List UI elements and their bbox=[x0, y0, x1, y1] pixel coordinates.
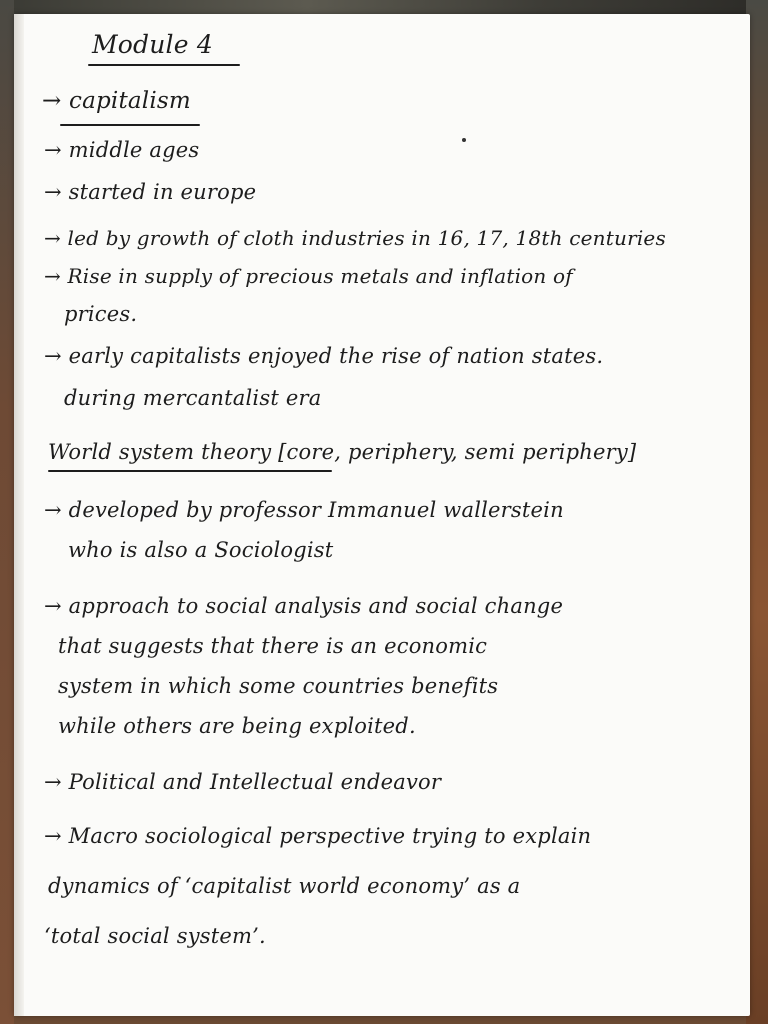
note-line: → developed by professor Immanuel wallerstein bbox=[44, 498, 564, 522]
note-line: that suggests that there is an economic bbox=[58, 634, 488, 658]
note-line: → early capitalists enjoyed the rise of nation states. bbox=[44, 344, 604, 368]
note-line: → Rise in supply of precious metals and inflation of bbox=[44, 264, 573, 288]
notebook-page bbox=[14, 14, 750, 1016]
note-line: during mercantalist era bbox=[64, 386, 322, 410]
page-binding-edge bbox=[14, 14, 24, 1016]
note-line: system in which some countries benefits bbox=[58, 674, 499, 698]
topic-heading: → capitalism bbox=[42, 88, 191, 114]
section-heading-underline bbox=[48, 470, 332, 472]
title-underline bbox=[88, 64, 240, 66]
note-line: → Political and Intellectual endeavor bbox=[44, 770, 442, 794]
note-line: → middle ages bbox=[44, 138, 200, 162]
note-line: → started in europe bbox=[44, 180, 257, 204]
note-line: dynamics of ‘capitalist world economy’ as a bbox=[48, 874, 521, 898]
note-line: → Macro sociological perspective trying to explain bbox=[44, 824, 592, 848]
note-line: → led by growth of cloth industries in 16, 17, 18th centuries bbox=[44, 226, 666, 250]
note-line: who is also a Sociologist bbox=[68, 538, 334, 562]
topic-underline bbox=[60, 124, 200, 126]
note-line: prices. bbox=[64, 302, 138, 326]
note-line: while others are being exploited. bbox=[58, 714, 416, 738]
page-title: Module 4 bbox=[92, 30, 213, 59]
note-line: → approach to social analysis and social change bbox=[44, 594, 564, 618]
note-line: ‘total social system’. bbox=[44, 924, 266, 948]
section-heading: World system theory [core, periphery, semi periphery] bbox=[48, 440, 637, 464]
desk-background-left bbox=[0, 0, 14, 1024]
ink-dot bbox=[462, 138, 466, 142]
